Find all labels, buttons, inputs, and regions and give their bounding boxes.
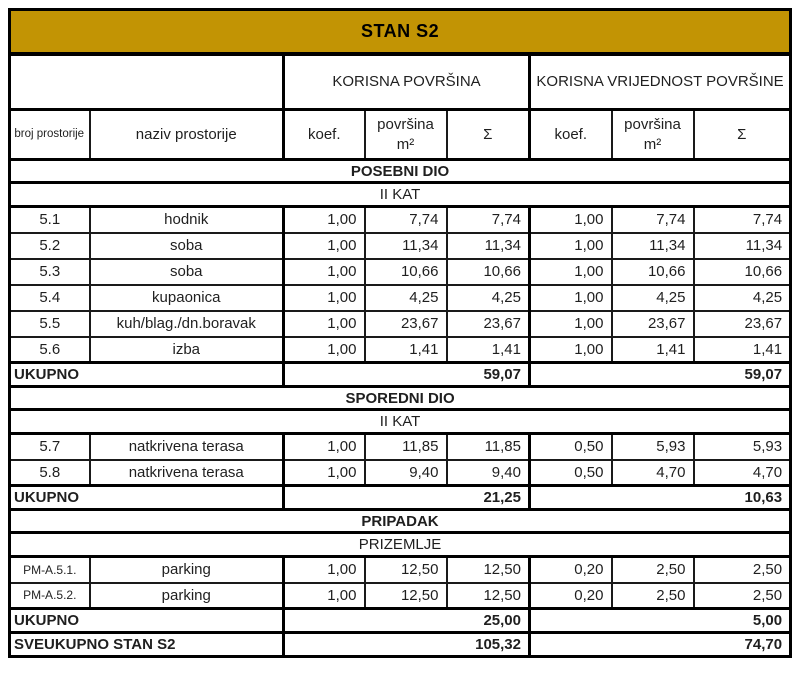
column-header-area-right: [612, 110, 694, 160]
coef-cell: 1,00: [284, 583, 365, 609]
sum-cell: 12,50: [447, 557, 530, 583]
column-header-sigma-right: Σ: [694, 110, 791, 160]
sum-cell: 5,93: [694, 434, 791, 460]
group-header-usable-area: KORISNA POVRŠINA: [284, 54, 530, 110]
table-row: [10, 285, 791, 311]
area-header-label: površina: [377, 116, 434, 133]
coef-cell: 0,50: [530, 434, 612, 460]
column-header-sigma-left: Σ: [447, 110, 530, 160]
coef-cell: 1,00: [284, 557, 365, 583]
table-row: [10, 233, 791, 259]
area-cell: 9,40: [365, 460, 447, 486]
coef-cell: 1,00: [284, 460, 365, 486]
sum-cell: 9,40: [447, 460, 530, 486]
room-number-cell: 5.3: [10, 259, 90, 285]
group-header-row: [10, 54, 791, 110]
area-cell: 4,70: [612, 460, 694, 486]
total-usable-area: 59,07: [284, 363, 530, 387]
area-cell: 11,34: [612, 233, 694, 259]
area-cell: 23,67: [365, 311, 447, 337]
sum-cell: 4,25: [694, 285, 791, 311]
room-name-cell: kupaonica: [90, 285, 284, 311]
coef-cell: 1,00: [284, 207, 365, 233]
room-name-cell: izba: [90, 337, 284, 363]
sum-cell: 23,67: [447, 311, 530, 337]
coef-cell: 0,20: [530, 583, 612, 609]
area-cell: 12,50: [365, 557, 447, 583]
room-name-cell: soba: [90, 233, 284, 259]
floor-row: [10, 183, 791, 207]
sum-cell: 4,70: [694, 460, 791, 486]
title-row: [10, 10, 791, 54]
room-number-cell: PM-A.5.2.: [10, 583, 90, 609]
sum-cell: 11,34: [447, 233, 530, 259]
table-row: [10, 311, 791, 337]
area-cell: 5,93: [612, 434, 694, 460]
area-cell: 12,50: [365, 583, 447, 609]
grand-total-usable-area: 105,32: [284, 633, 530, 657]
sum-cell: 4,25: [447, 285, 530, 311]
coef-cell: 1,00: [530, 311, 612, 337]
room-name-cell: parking: [90, 583, 284, 609]
room-number-cell: 5.1: [10, 207, 90, 233]
sum-cell: 2,50: [694, 583, 791, 609]
table-row: [10, 434, 791, 460]
section-total-row: [10, 486, 791, 510]
section-total-row: [10, 609, 791, 633]
section-total-row: [10, 363, 791, 387]
area-calculation-table: [8, 8, 792, 658]
total-usable-value: 5,00: [530, 609, 791, 633]
sum-cell: 2,50: [694, 557, 791, 583]
coef-cell: 1,00: [284, 311, 365, 337]
total-usable-value: 10,63: [530, 486, 791, 510]
room-name-cell: hodnik: [90, 207, 284, 233]
room-number-cell: 5.8: [10, 460, 90, 486]
table-row: [10, 583, 791, 609]
column-header-coef-right: koef.: [530, 110, 612, 160]
coef-cell: 1,00: [530, 233, 612, 259]
floor-row: [10, 410, 791, 434]
area-cell: 10,66: [612, 259, 694, 285]
area-cell: 11,34: [365, 233, 447, 259]
coef-cell: 1,00: [530, 259, 612, 285]
room-name-cell: natkrivena terasa: [90, 434, 284, 460]
section-title-row: [10, 510, 791, 533]
total-usable-value: 59,07: [530, 363, 791, 387]
section-title: SPOREDNI DIO: [10, 387, 791, 410]
total-label: UKUPNO: [10, 486, 284, 510]
empty-corner-cell: [10, 54, 284, 110]
area-cell: 1,41: [365, 337, 447, 363]
floor-label: II KAT: [10, 410, 791, 434]
area-cell: 2,50: [612, 557, 694, 583]
room-number-cell: 5.2: [10, 233, 90, 259]
room-name-cell: parking: [90, 557, 284, 583]
sum-cell: 12,50: [447, 583, 530, 609]
floor-row: [10, 533, 791, 557]
table-row: [10, 557, 791, 583]
section-title: PRIPADAK: [10, 510, 791, 533]
column-header-room-number: broj prostorije: [10, 110, 90, 160]
coef-cell: 1,00: [284, 434, 365, 460]
section-title: POSEBNI DIO: [10, 160, 791, 183]
table-row: [10, 337, 791, 363]
total-usable-area: 21,25: [284, 486, 530, 510]
room-number-cell: 5.6: [10, 337, 90, 363]
sum-cell: 11,85: [447, 434, 530, 460]
area-cell: 11,85: [365, 434, 447, 460]
area-cell: 7,74: [365, 207, 447, 233]
room-name-cell: natkrivena terasa: [90, 460, 284, 486]
sum-cell: 11,34: [694, 233, 791, 259]
section-title-row: [10, 387, 791, 410]
coef-cell: 1,00: [284, 259, 365, 285]
area-cell: 4,25: [365, 285, 447, 311]
sum-cell: 7,74: [694, 207, 791, 233]
room-number-cell: 5.7: [10, 434, 90, 460]
room-number-cell: 5.5: [10, 311, 90, 337]
floor-label: II KAT: [10, 183, 791, 207]
sum-cell: 10,66: [694, 259, 791, 285]
area-header-unit: m²: [396, 135, 415, 153]
coef-cell: 1,00: [284, 285, 365, 311]
coef-cell: 1,00: [530, 285, 612, 311]
column-header-room-name: naziv prostorije: [90, 110, 284, 160]
area-cell: 1,41: [612, 337, 694, 363]
room-number-cell: PM-A.5.1.: [10, 557, 90, 583]
coef-cell: 1,00: [284, 233, 365, 259]
room-number-cell: 5.4: [10, 285, 90, 311]
sum-cell: 10,66: [447, 259, 530, 285]
area-cell: 23,67: [612, 311, 694, 337]
coef-cell: 0,20: [530, 557, 612, 583]
area-cell: 7,74: [612, 207, 694, 233]
coef-cell: 1,00: [530, 337, 612, 363]
sum-cell: 23,67: [694, 311, 791, 337]
total-label: UKUPNO: [10, 609, 284, 633]
grand-total-row: [10, 633, 791, 657]
floor-label: PRIZEMLJE: [10, 533, 791, 557]
room-name-cell: kuh/blag./dn.boravak: [90, 311, 284, 337]
sum-cell: 1,41: [694, 337, 791, 363]
coef-cell: 0,50: [530, 460, 612, 486]
sum-cell: 1,41: [447, 337, 530, 363]
room-name-cell: soba: [90, 259, 284, 285]
page-title: STAN S2: [10, 10, 791, 54]
column-header-coef-left: koef.: [284, 110, 365, 160]
total-usable-area: 25,00: [284, 609, 530, 633]
table-row: [10, 460, 791, 486]
grand-total-usable-value: 74,70: [530, 633, 791, 657]
section-title-row: [10, 160, 791, 183]
area-cell: 4,25: [612, 285, 694, 311]
table-row: [10, 207, 791, 233]
area-cell: 10,66: [365, 259, 447, 285]
area-header-label: površina: [624, 116, 681, 133]
sum-cell: 7,74: [447, 207, 530, 233]
group-header-usable-value: KORISNA VRIJEDNOST POVRŠINE: [530, 54, 791, 110]
total-label: UKUPNO: [10, 363, 284, 387]
coef-cell: 1,00: [530, 207, 612, 233]
column-header-row: [10, 110, 791, 160]
area-cell: 2,50: [612, 583, 694, 609]
table-row: [10, 259, 791, 285]
grand-total-label: SVEUKUPNO STAN S2: [10, 633, 284, 657]
column-header-area-left: [365, 110, 447, 160]
coef-cell: 1,00: [284, 337, 365, 363]
area-header-unit: m²: [643, 135, 662, 153]
